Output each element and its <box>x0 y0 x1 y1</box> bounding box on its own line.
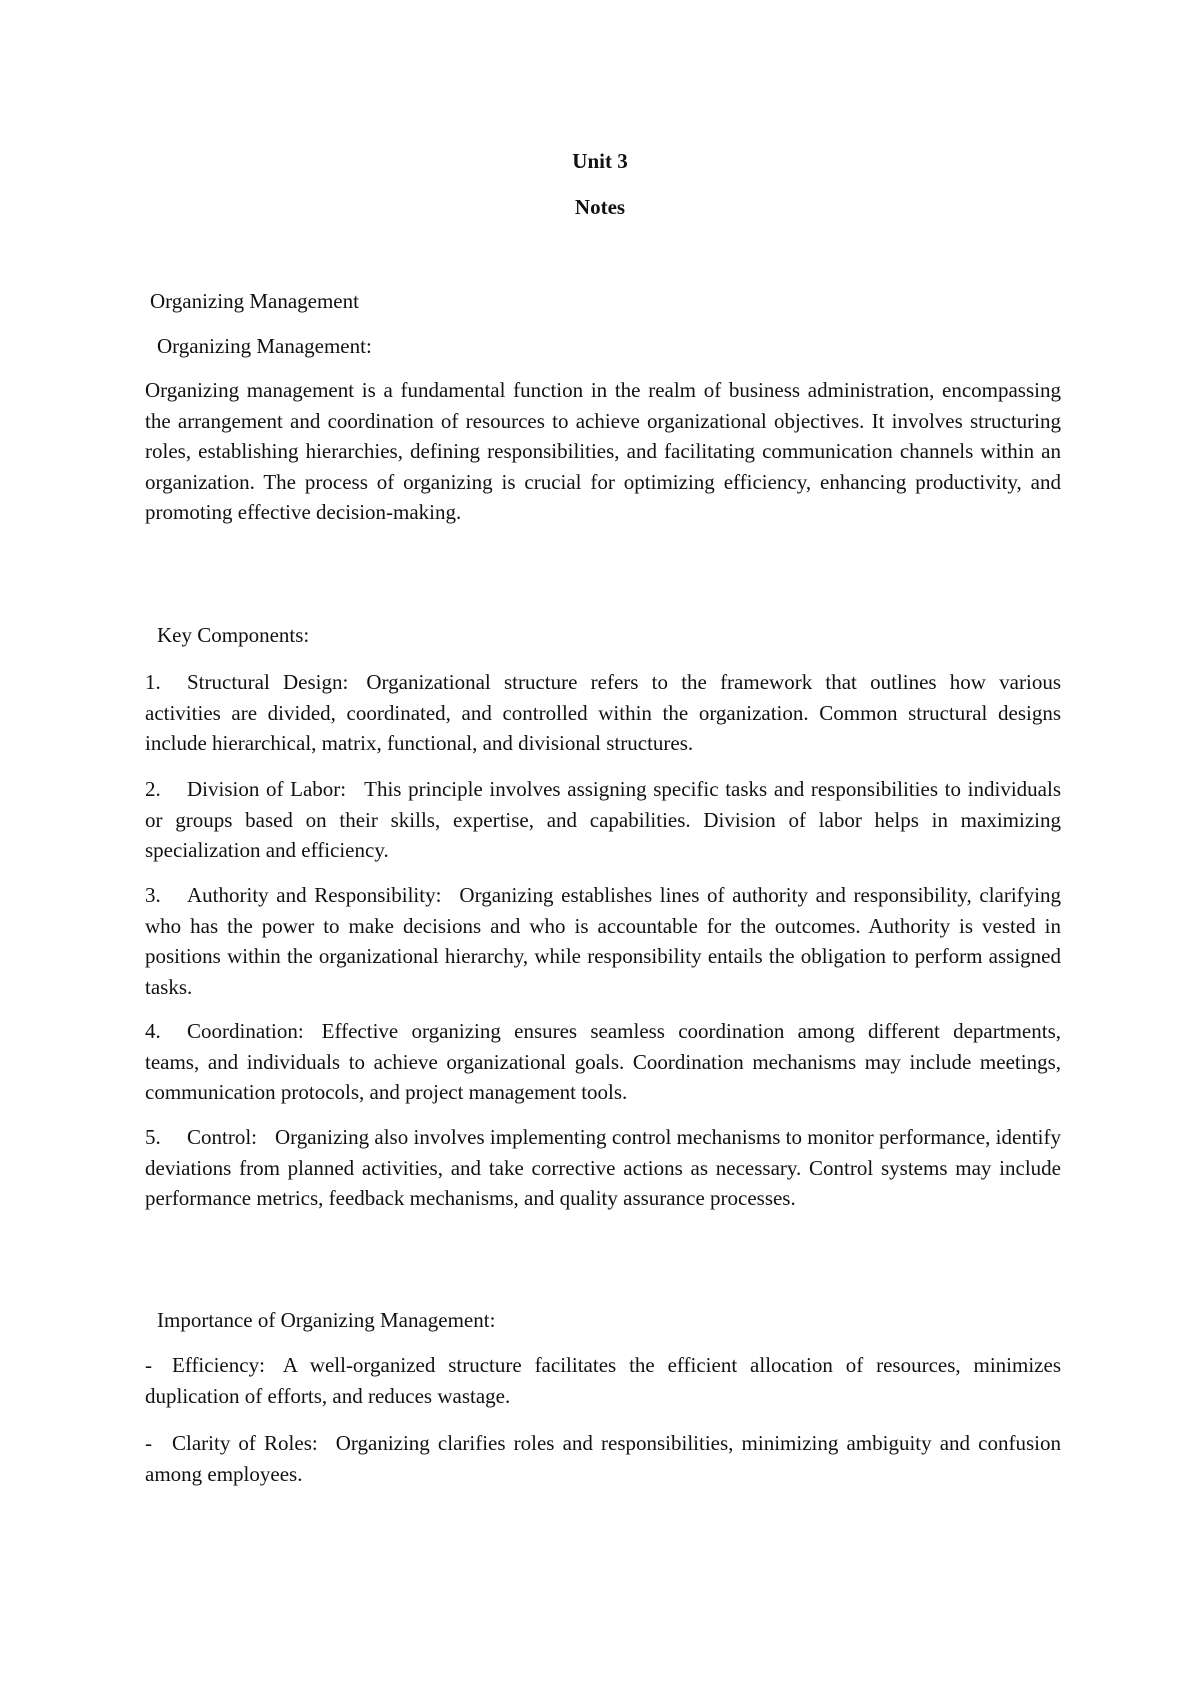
item-text: Organizing also involves implementing control mechanisms to monitor performance, identify deviations from planned activities, and take corrective actions as necessary. Control systems may include performance metrics, feedback mechanisms, and quality assurance processes. <box>145 1125 1061 1210</box>
item-number: 1. <box>145 670 161 694</box>
item-term: Efficiency: <box>172 1353 265 1377</box>
item-term: Structural Design: <box>187 670 349 694</box>
item-text: Organizing clarifies roles and responsibilities, minimizing ambiguity and confusion among employees. <box>145 1431 1061 1486</box>
item-term: Division of Labor: <box>187 777 347 801</box>
key-components-heading: Key Components: <box>157 623 310 647</box>
key-component-item <box>145 774 1061 866</box>
importance-item <box>145 1428 1061 1489</box>
item-text: A well-organized structure facilitates the efficient allocation of resources, minimizes duplication of efforts, and reduces wastage. <box>145 1353 1061 1408</box>
item-term: Control: <box>187 1125 258 1149</box>
unit-title: Unit 3 <box>572 149 628 173</box>
key-component-item <box>145 880 1061 1002</box>
key-component-item <box>145 667 1061 759</box>
item-term: Authority and Responsibility: <box>187 883 442 907</box>
item-bullet: - <box>145 1353 152 1377</box>
key-component-item <box>145 1016 1061 1108</box>
importance-item <box>145 1350 1061 1411</box>
importance-heading: Importance of Organizing Management: <box>157 1308 496 1332</box>
item-number: 2. <box>145 777 161 801</box>
intro-paragraph: Organizing management is a fundamental function in the realm of business administration, encompassing the arrangement and coordination of resources to achieve organizational objectives. It involves structuring roles, establishing hierarchies, defining responsibilities, and facilitating communication channels within an organization. The process of organizing is crucial for optimizing efficiency, enhancing productivity, and promoting effective decision-making. <box>145 378 1061 524</box>
notes-title: Notes <box>574 195 626 219</box>
section-heading: Organizing Management <box>150 289 359 313</box>
item-text: This principle involves assigning specific tasks and responsibilities to individuals or groups based on their skills, expertise, and capabilities. Division of labor helps in maximizing specialization and efficiency. <box>145 777 1061 862</box>
item-bullet: - <box>145 1431 152 1455</box>
item-term: Coordination: <box>187 1019 304 1043</box>
key-component-item <box>145 1122 1061 1214</box>
section-subheading: Organizing Management: <box>157 334 372 358</box>
item-text: Effective organizing ensures seamless coordination among different departments, teams, and individuals to achieve organizational goals. Coordination mechanisms may include meetings, communication protocols, and project management tools. <box>145 1019 1061 1104</box>
item-number: 3. <box>145 883 161 907</box>
item-text: Organizing establishes lines of authority and responsibility, clarifying who has the power to make decisions and who is accountable for the outcomes. Authority is vested in positions within the organizational hierarchy, while responsibility entails the obligation to perform assigned tasks. <box>145 883 1061 999</box>
item-text: Organizational structure refers to the framework that outlines how various activities are divided, coordinated, and controlled within the organization. Common structural designs include hierarchical, matrix, functional, and divisional structures. <box>145 670 1062 755</box>
item-number: 5. <box>145 1125 161 1149</box>
item-term: Clarity of Roles: <box>172 1431 318 1455</box>
item-number: 4. <box>145 1019 161 1043</box>
